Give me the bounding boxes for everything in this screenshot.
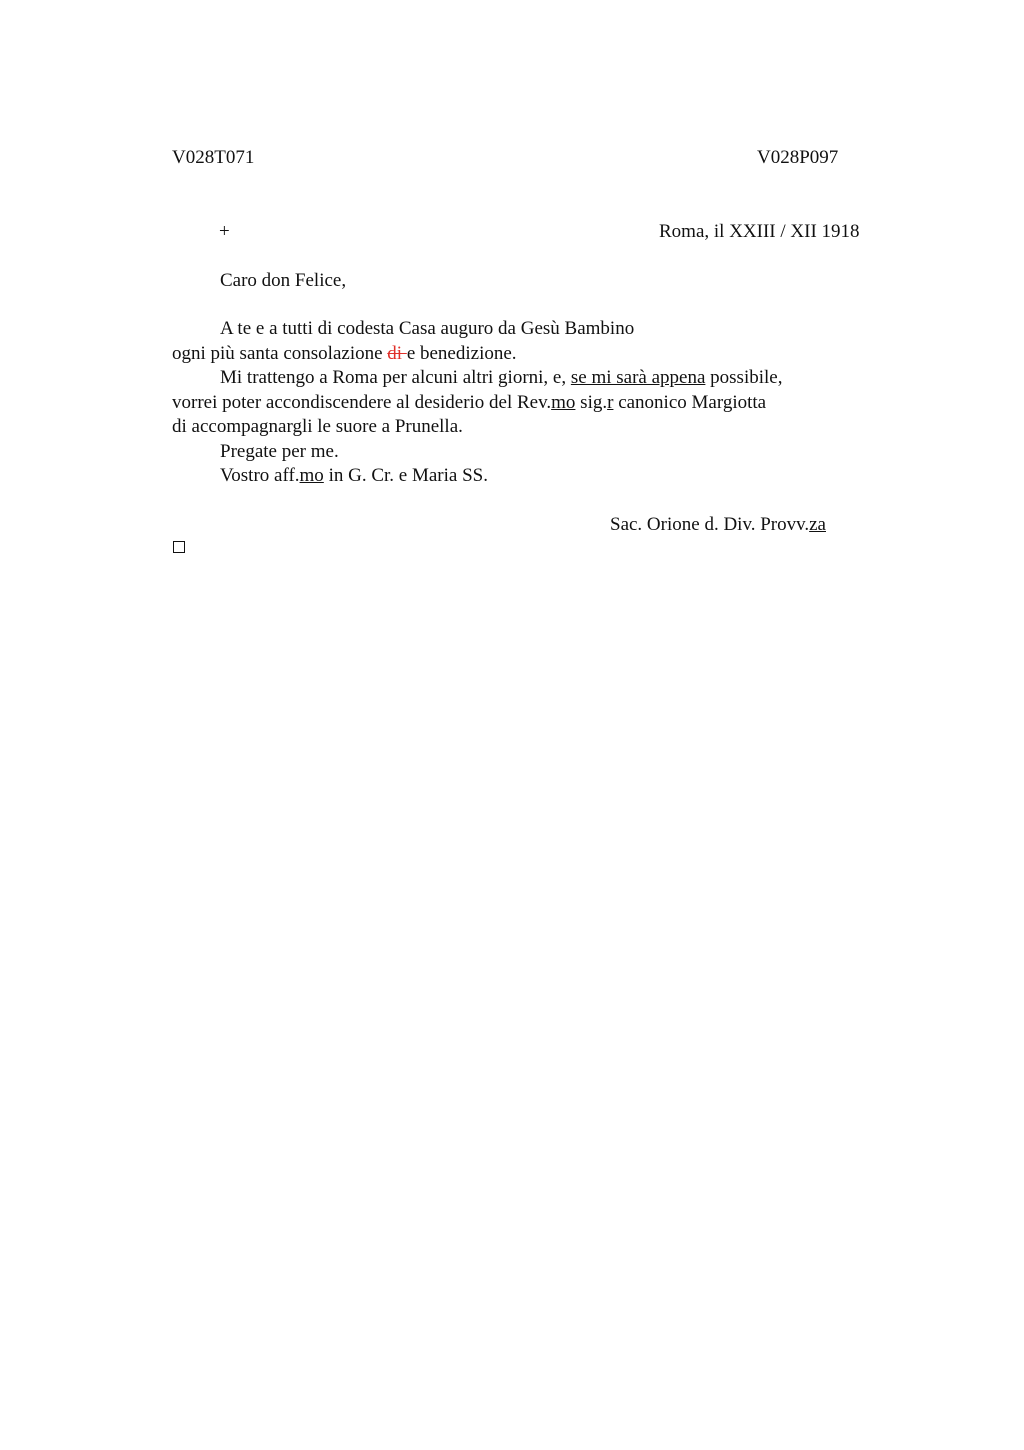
body-line-4-a: vorrei poter accondiscendere al desiderio del Rev. [172, 392, 552, 413]
end-box-icon [173, 541, 185, 553]
underlined-phrase: se mi sarà appena [570, 367, 706, 388]
archive-code-left: V028T071 [172, 147, 255, 168]
cross-mark: + [219, 221, 230, 242]
body-line-3 [220, 366, 782, 390]
closing-a: Vostro aff. [220, 465, 300, 486]
signature-a: Sac. Orione d. Div. Provv. [610, 514, 810, 535]
body-line-4-b: sig. [575, 392, 608, 413]
closing-b: in G. Cr. e Maria SS. [323, 465, 488, 486]
archive-code-right: V028P097 [757, 147, 839, 168]
closing-line [220, 464, 488, 488]
body-line-4 [172, 391, 766, 415]
body-line-4-c: canonico Margiotta [613, 392, 767, 413]
body-line-3-a: Mi trattengo a Roma per alcuni altri giorni, e, [220, 367, 571, 388]
signature-superscript: za [809, 514, 826, 535]
body-line-2-b: e benedizione. [406, 343, 517, 364]
superscript-mo: mo [551, 392, 576, 413]
deleted-word: di [387, 343, 407, 364]
place-date: Roma, il XXIII / XII 1918 [659, 221, 860, 242]
body-line-2-a: ogni più santa consolazione [172, 343, 388, 364]
body-line-2 [172, 342, 517, 366]
signature [610, 513, 826, 537]
salutation: Caro don Felice, [220, 270, 347, 291]
closing-superscript: mo [299, 465, 324, 486]
superscript-r: r [607, 392, 614, 413]
body-line-6: Pregate per me. [220, 441, 339, 462]
body-line-3-b: possibile, [705, 367, 783, 388]
body-line-5: di accompagnargli le suore a Prunella. [172, 416, 463, 437]
body-line-1: A te e a tutti di codesta Casa auguro da Gesù Bambino [220, 318, 635, 339]
